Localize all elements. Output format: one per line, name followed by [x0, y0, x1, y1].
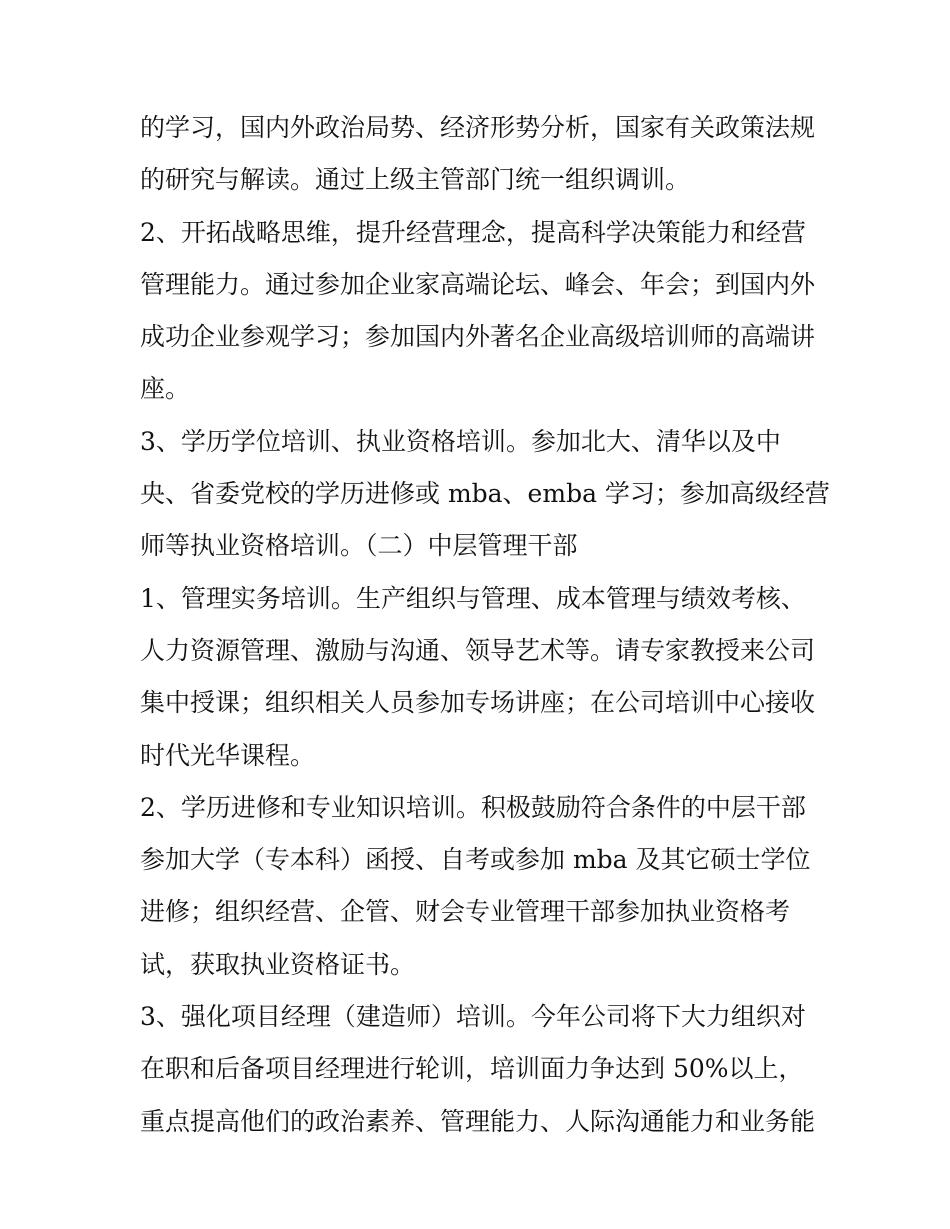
text-line: 3、学历学位培训、执业资格培训。参加北大、清华以及中 — [140, 426, 781, 456]
text-line: 集中授课；组织相关人员参加专场讲座；在公司培训中心接收 — [140, 688, 816, 718]
text-line: 进修；组织经营、企管、财会专业管理干部参加执业资格考 — [140, 897, 791, 927]
text-line: 管理能力。通过参加企业家高端论坛、峰会、年会；到国内外 — [140, 269, 816, 299]
body-text — [140, 102, 830, 1148]
text-line: 2、学历进修和专业知识培训。积极鼓励符合条件的中层干部 — [140, 792, 806, 822]
text-line: 参加大学（专本科）函授、自考或参加 mba 及其它硕士学位 — [140, 845, 811, 875]
text-line: 座。 — [140, 374, 191, 404]
text-line: 的学习，国内外政治局势、经济形势分析，国家有关政策法规 — [140, 113, 816, 142]
text-line: 重点提高他们的政治素养、管理能力、人际沟通能力和业务能 — [140, 1106, 816, 1136]
text-line: 在职和后备项目经理进行轮训，培训面力争达到 50%以上， — [140, 1054, 804, 1084]
text-line: 1、管理实务培训。生产组织与管理、成本管理与绩效考核、 — [140, 583, 806, 613]
text-line: 人力资源管理、激励与沟通、领导艺术等。请专家教授来公司 — [140, 635, 816, 665]
text-line: 成功企业参观学习；参加国内外著名企业高级培训师的高端讲 — [140, 322, 816, 352]
text-line: 2、开拓战略思维，提升经营理念，提高科学决策能力和经营 — [140, 217, 806, 247]
text-line: 试，获取执业资格证书。 — [140, 949, 416, 979]
text-line: 时代光华课程。 — [140, 740, 316, 770]
text-line: 师等执业资格培训。（二）中层管理干部 — [140, 531, 578, 561]
text-line: 3、强化项目经理（建造师）培训。今年公司将下大力组织对 — [140, 1002, 806, 1032]
text-line: 央、省委党校的学历进修或 mba、emba 学习；参加高级经营 — [140, 479, 830, 509]
text-line: 的研究与解读。通过上级主管部门统一组织调训。 — [140, 165, 691, 195]
